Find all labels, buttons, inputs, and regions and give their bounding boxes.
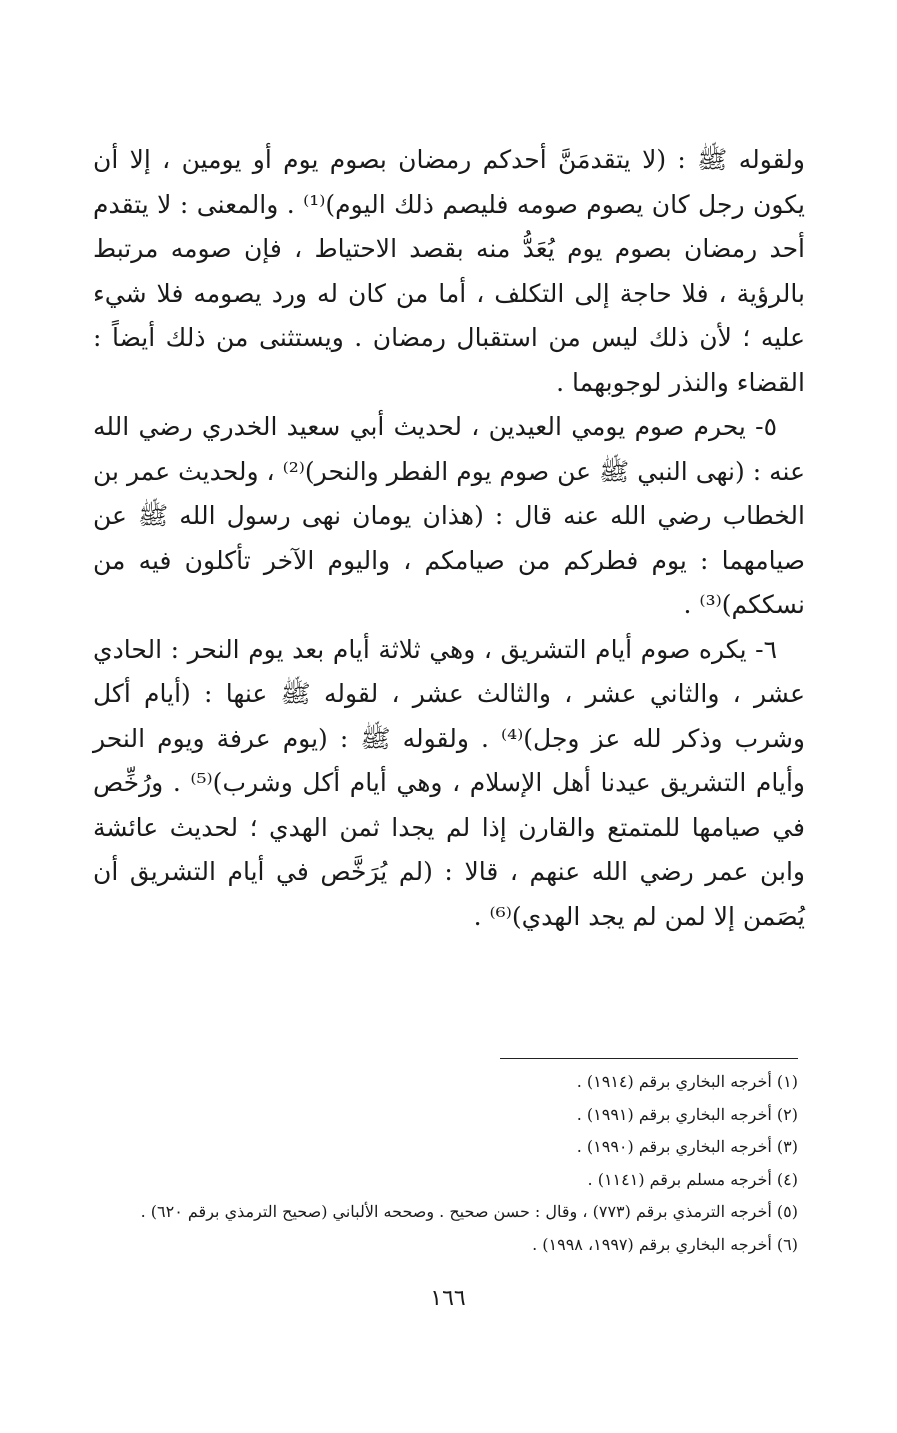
footnote-1: (١) أخرجه البخاري برقم (١٩١٤) . [576,1072,798,1091]
footnote-2: (٢) أخرجه البخاري برقم (١٩٩١) . [576,1104,798,1124]
paragraph-eid-fasting: ٥- يحرم صوم يومي العيدين ، لحديث أبي سعيد الخدري رضي الله عنه : (نهى النبي ﷺ عن صوم يوم الفطر والنحر)⁽²⁾ ، ولحديث عمر بن الخطاب رضي الله عنه قال : (هذان يومان نهى رسول الله ﷺ عن صيامهما : يوم فطركم من صيامكم ، واليوم الآخر تأكلون فيه من نسككم)⁽³⁾ . [93,412,805,619]
footnote-6: (٦) أخرجه البخاري برقم (١٩٩٧، ١٩٩٨) . [532,1234,798,1254]
paragraph-tashreeq-fasting: ٦- يكره صوم أيام التشريق ، وهي ثلاثة أيام بعد يوم النحر : الحادي عشر ، والثاني عشر ، والثالث عشر ، لقوله ﷺ عنها : (أيام أكل وشرب وذكر لله عز وجل)⁽⁴⁾ . ولقوله ﷺ : (يوم عرفة ويوم النحر وأيام التشريق عيدنا أهل الإسلام ، وهي أيام أكل وشرب)⁽⁵⁾ . ورُخِّص في صيامها للمتمتع والقارن إذا لم يجدا ثمن الهدي ؛ لحديث عائشة وابن عمر رضي الله عنهم ، قالا : (لم يُرَخَّص في أيام التشريق أن يُصَمن إلا لمن لم يجد الهدي)⁽⁶⁾ . [93,634,805,931]
footnote-4: (٤) أخرجه مسلم برقم (١١٤١) . [587,1169,798,1189]
paragraph-fasting-before-ramadan: ولقوله ﷺ : (لا يتقدمَنَّ أحدكم رمضان بصوم يوم أو يومين ، إلا أن يكون رجل كان يصوم صومه فليصم ذلك اليوم)⁽¹⁾ . والمعنى : لا يتقدم أحد رمضان بصوم يوم يُعَدُّ منه بقصد الاحتياط ، فإن صومه مرتبط بالرؤية ، فلا حاجة إلى التكلف ، أما من كان له ورد يصومه فلا شيء عليه ؛ لأن ذلك ليس من استقبال رمضان . ويستثنى من ذلك أيضاً : القضاء والنذر لوجوبهما . [93,145,805,397]
footnote-5: (٥) أخرجه الترمذي برقم (٧٧٣) ، وقال : حسن صحيح . وصححه الألباني (صحيح الترمذي برقم ٦٢٠) . [140,1202,798,1221]
page-number: ١٦٦ [430,1286,466,1311]
footnote-separator [500,1058,798,1059]
footnote-3: (٣) أخرجه البخاري برقم (١٩٩٠) . [576,1137,798,1156]
main-text [93,138,805,939]
footnotes [60,1066,798,1261]
